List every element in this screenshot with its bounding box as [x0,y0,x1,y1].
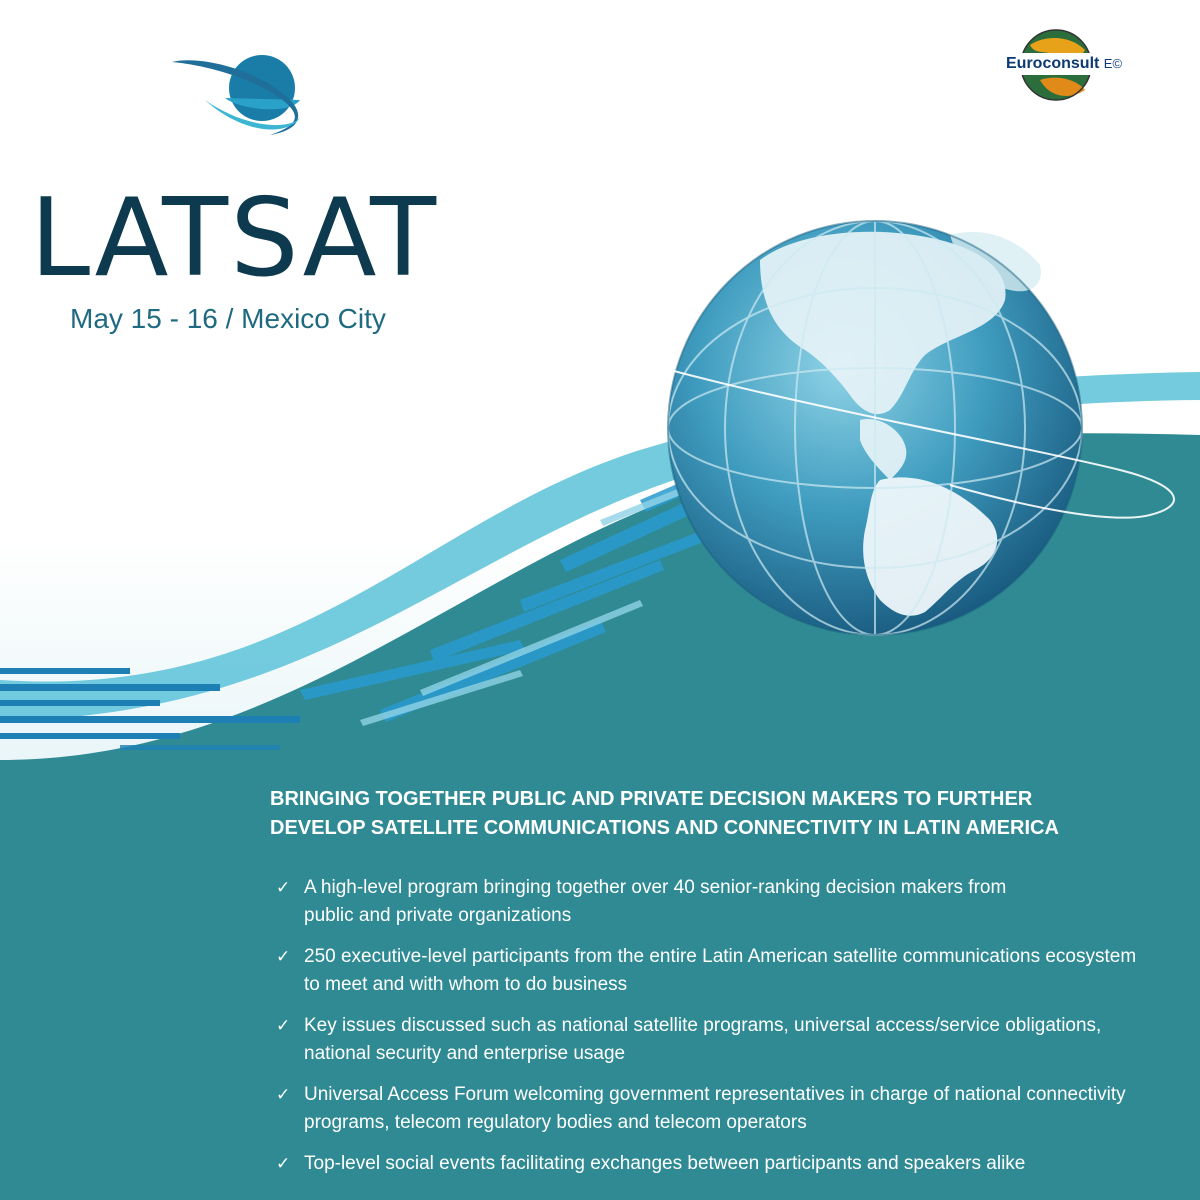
list-item [270,1081,1195,1137]
list-item-line-1: Universal Access Forum welcoming government representatives in charge of national connectivity [304,1084,1126,1105]
list-item-line-1: Top-level social events facilitating exchanges between participants and speakers alike [304,1153,1026,1174]
logo-text: LATSAT [30,176,439,301]
list-item-line-2: to meet and with whom to do business [304,974,628,995]
event-date-location: May 15 - 16 / Mexico City [70,303,386,334]
latsat-logo [30,45,490,301]
list-item [270,1012,1195,1068]
headline [270,785,1170,843]
list-item-line-1: Key issues discussed such as national satellite programs, universal access/service obligations, [304,1015,1102,1036]
feature-list [270,874,1195,1191]
check-icon: ✓ [276,878,291,898]
list-item [270,874,1195,930]
check-icon: ✓ [276,947,291,967]
list-item [270,1150,1195,1178]
euroconsult-logo [1001,53,1127,75]
headline-line-2: DEVELOP SATELLITE COMMUNICATIONS AND CONNECTIVITY IN LATIN AMERICA [270,817,1059,839]
list-item-line-1: 250 executive-level participants from the entire Latin American satellite communications ecosystem [304,946,1137,967]
list-item-line-2: programs, telecom regulatory bodies and telecom operators [304,1112,807,1133]
globe-icon [668,221,1082,635]
check-icon: ✓ [276,1085,291,1105]
ec-mark-icon: E© [1103,56,1123,71]
list-item-line-1: A high-level program bringing together over 40 senior-ranking decision makers from [304,877,1007,898]
list-item [270,943,1195,999]
headline-line-1: BRINGING TOGETHER PUBLIC AND PRIVATE DECISION MAKERS TO FURTHER [270,788,1033,810]
list-item-line-2: national security and enterprise usage [304,1043,626,1064]
check-icon: ✓ [276,1154,291,1174]
list-item-line-2: public and private organizations [304,905,572,926]
euroconsult-logo-text: Euroconsult [1006,55,1100,72]
check-icon: ✓ [276,1016,291,1036]
